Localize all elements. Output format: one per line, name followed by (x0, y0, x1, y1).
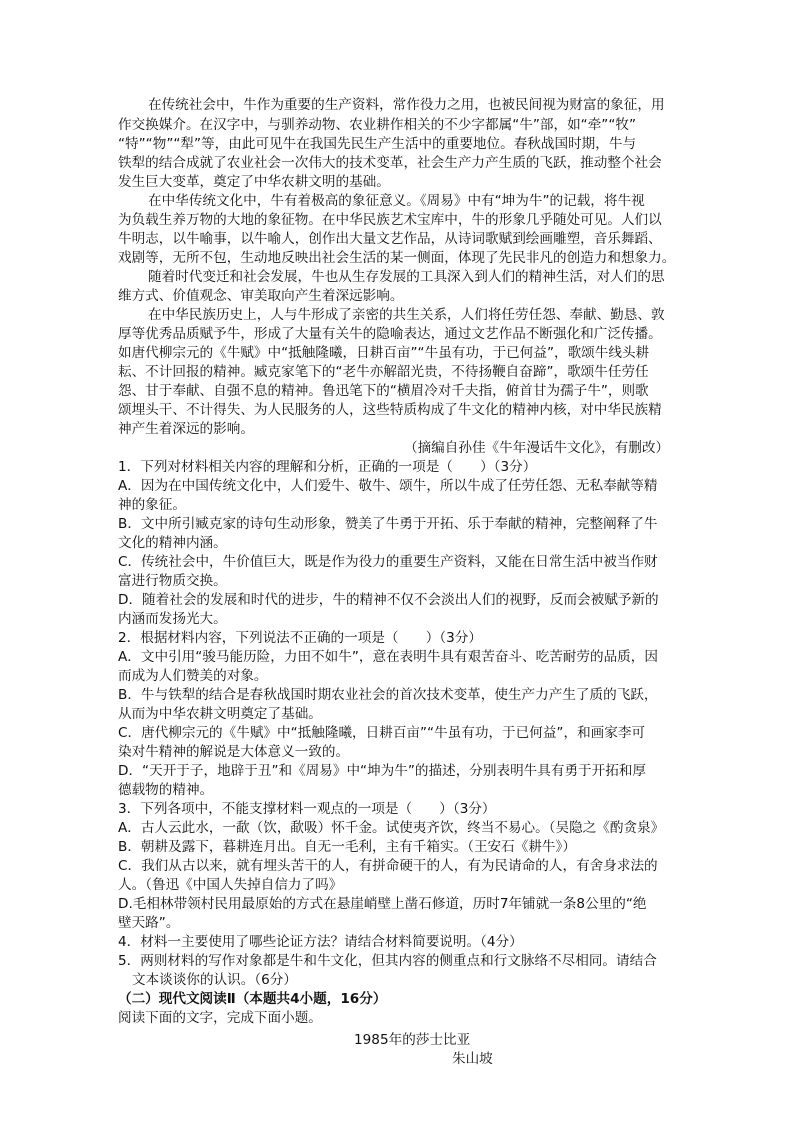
option-line: C．传统社会中，牛价值巨大，既是作为役力的重要生产资料，又能在日常生活中被当作财 (118, 554, 658, 570)
question-3: 3．下列各项中，不能支撑材料一观点的一项是（ ）（3分） (118, 801, 496, 817)
text-line: 如唐代柳宗元的《牛赋》中“抵触隆曦，日耕百亩”“牛虽有功，于已何益”，歌颂牛线头耕 (118, 345, 650, 361)
text-line: 在传统社会中，牛作为重要的生产资料，常作役力之用，也被民间视为财富的象征，用 (148, 97, 665, 113)
text-line: 铁犁的结合成就了农业社会一次伟大的技术变革，社会生产力产生质的飞跃，推动整个社会 (118, 155, 662, 171)
text-line: 颂埋头干、不计得失、为人民服务的人，这些特质构成了牛文化的精神内核，对中华民族精 (118, 402, 662, 418)
option-line: D．“天开于子，地辟于丑”和《周易》中“坤为牛”的描述，分别表明牛具有勇于开拓和厚 (118, 763, 647, 779)
option-line: A．因为在中国传统文化中，人们爱牛、敬牛、颂牛，所以牛成了任劳任怨、无私奉献等精 (118, 478, 658, 494)
instruction-text: 阅读下面的文字，完成下面小题。 (118, 1010, 322, 1026)
question-5-cont: 文本谈谈你的认识。（6分） (132, 972, 297, 988)
text-line: 在中华传统文化中，牛有着极高的象征意义。《周易》中有“坤为牛”的记载，将牛视 (148, 193, 645, 209)
option-line: B．文中所引臧克家的诗句生动形象，赞美了牛勇于开拓、乐于奉献的精神，完整阐释了牛 (118, 516, 658, 532)
source-citation: （摘编自孙佳《牛年漫话牛文化》，有删改） (404, 440, 670, 456)
text-line: 维方式、价值观念、审美取向产生着深远影响。 (118, 288, 404, 304)
option-line: 神的象征。 (118, 497, 186, 513)
text-line: 在中华民族历史上，人与牛形成了亲密的共生关系，人们将任劳任怨、奉献、勤恳、敦 (148, 307, 665, 323)
option-line: 从而为中华农耕文明奠定了基础。 (118, 706, 322, 722)
text-line: 牛明志，以牛喻事，以牛喻人，创作出大量文艺作品，从诗词歌赋到绘画雕塑，音乐舞蹈、 (118, 231, 662, 247)
article-title: 1985年的莎士比亚 (354, 1032, 471, 1048)
text-line: 为负载生养万物的大地的象征物。在中华民族艺术宝库中，牛的形象几乎随处可见。人们以 (118, 212, 662, 228)
text-line: “特”“物”“犁”等，由此可见牛在我国先民生产生活中的重要地位。春秋战国时期，牛与 (118, 136, 637, 152)
text-line: 戏剧等，无所不包，生动地反映出社会生活的某一侧面，体现了先民非凡的创造力和想象力。 (118, 250, 676, 266)
section-heading: （二）现代文阅读Ⅱ（本题共4小题，16分） (118, 991, 387, 1007)
option-line: A．文中引用“骏马能历险，力田不如牛”，意在表明牛具有艰苦奋斗、吃苦耐劳的品质，因 (118, 649, 658, 665)
article-author: 朱山坡 (452, 1051, 493, 1067)
option-line: 而成为人们赞美的对象。 (118, 668, 268, 684)
text-line: 发生巨大变革，奠定了中华农耕文明的基础。 (118, 174, 390, 190)
option-line: 富进行物质交换。 (118, 573, 227, 589)
option-line: 文化的精神内涵。 (118, 535, 227, 551)
text-line: 作交换媒介。在汉字中，与驯养动物、农业耕作相关的不少字都属“牛”部，如“牵”“牧” (118, 117, 637, 133)
option-line: 壁天路”。 (118, 915, 180, 931)
question-1: 1．下列对材料相关内容的理解和分析，正确的一项是（ ）（3分） (118, 459, 537, 475)
option-line: 染对牛精神的解说是大体意义一致的。 (118, 744, 350, 760)
text-line: 怨、甘于奉献、自强不息的精神。鲁迅笔下的“横眉冷对千夫指，俯首甘为孺子牛”，则歌 (118, 383, 649, 399)
question-4: 4．材料一主要使用了哪些论证方法？请结合材料简要说明。（4分） (118, 934, 523, 950)
option-line: 人。（鲁迅《中国人失掉自信力了吗》 (118, 877, 343, 893)
text-line: 耘、不计回报的精神。臧克家笔下的“老牛亦解韶光贵，不待扬鞭自奋蹄”，歌颂牛任劳任 (118, 364, 649, 380)
text-line: 厚等优秀品质赋予牛，形成了大量有关牛的隐喻表达，通过文艺作品不断强化和广泛传播。 (118, 326, 662, 342)
option-line: 德载物的精神。 (118, 782, 214, 798)
option-line: B．牛与铁犁的结合是春秋战国时期农业社会的首次技术变革，使生产力产生了质的飞跃， (118, 687, 658, 703)
option-line: C．我们从古以来，就有埋头苦干的人，有拼命硬干的人，有为民请命的人，有舍身求法的 (118, 858, 658, 874)
question-5: 5．两则材料的写作对象都是牛和牛文化，但其内容的侧重点和行文脉络不尽相同。请结合 (118, 953, 657, 969)
option-line: 内涵而发扬光大。 (118, 611, 227, 627)
option-line: A．古人云此水，一歃（饮，歃吸）怀千金。试使夷齐饮，终当不易心。（吴隐之《酌贪泉》 (118, 820, 665, 836)
option-line: B．朝耕及露下，暮耕连月出。自无一毛利，主有千箱实。（王安石《耕牛》） (118, 839, 576, 855)
option-line: C．唐代柳宗元的《牛赋》中“抵触隆曦，日耕百亩”“牛虽有功，于已何益”，和画家李可 (118, 725, 646, 741)
option-line: D.毛相林带领村民用最原始的方式在悬崖峭壁上凿石修道，历时7年铺就一条8公里的“绝 (118, 896, 647, 912)
text-line: 神产生着深远的影响。 (118, 421, 254, 437)
option-line: D．随着社会的发展和时代的进步，牛的精神不仅不会淡出人们的视野，反而会被赋予新的 (118, 592, 659, 608)
question-2: 2．根据材料内容，下列说法不正确的一项是（ ）（3分） (118, 630, 482, 646)
text-line: 随着时代变迁和社会发展，牛也从生存发展的工具深入到人们的精神生活，对人们的思 (148, 269, 665, 285)
